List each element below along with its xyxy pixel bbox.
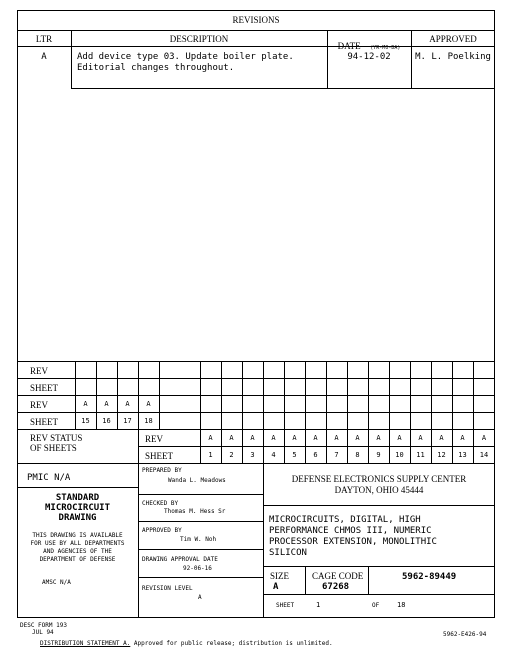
status-rev-cell: A [229,434,234,442]
prepared-label: PREPARED BY [142,467,182,474]
rule [138,549,263,550]
rule [71,88,495,89]
standard-drawing-title [17,493,138,523]
status-rev-cell: A [313,434,318,442]
sheet-label: SHEET [276,602,295,609]
agency-name [263,474,495,496]
grid-rev-cell: A [146,400,151,408]
rule [431,361,432,463]
status-rev-cell: A [481,434,487,442]
distribution-label: DISTRIBUTION STATEMENT A. [40,640,131,647]
approval-date: 92-06-16 [183,565,212,572]
status-sheet-cell: 13 [458,451,467,459]
rule [347,361,348,463]
rule [326,361,327,463]
rule [410,361,411,463]
rev-description-line: Add device type 03. Update boiler plate. [77,52,294,62]
revision-level-label: REVISION LEVEL [142,585,193,592]
rule [17,429,495,430]
grid-sheet-label: SHEET [30,417,58,427]
availability-line: AND AGENCIES OF THE [43,548,112,555]
rule [452,361,453,463]
grid-rev-label: REV [30,400,48,410]
availability-line: THIS DRAWING IS AVAILABLE [32,532,123,539]
grid-sheet-cell: 15 [81,417,90,425]
approved-label: APPROVED BY [142,527,182,534]
status-rev-cell: A [418,434,423,442]
rule [200,361,201,463]
status-rev-cell: A [292,434,297,442]
availability-line: DEPARTMENT OF DEFENSE [39,556,116,563]
rule [305,361,306,463]
status-rev-cell: A [460,434,465,442]
grid-sheet-cell: 16 [102,417,111,425]
rule [138,463,139,618]
form-code: 5962-E426-94 [443,631,487,638]
status-sheet-label: SHEET [145,451,173,461]
header-approved: APPROVED [429,34,477,44]
rule [17,361,495,362]
rule [17,30,495,31]
status-sheet-cell: 4 [271,451,276,459]
grid-sheet-cell: 17 [123,417,132,425]
drawing-title-line: SILICON [269,548,307,558]
rule [138,494,263,495]
of-label: OF [372,602,380,609]
availability-note [17,532,138,564]
amsc: AMSC N/A [42,579,71,586]
sheet-value: 1 [316,601,321,609]
status-sheet-cell: 8 [355,451,360,459]
document-number: 5962-89449 [402,572,457,582]
checked-label: CHECKED BY [142,500,179,507]
prepared-by: Wanda L. Meadows [168,477,226,484]
status-sheet-cell: 7 [334,451,339,459]
rule [138,577,263,578]
agency-line: DEFENSE ELECTRONICS SUPPLY CENTER [291,474,467,484]
cage-value: 67268 [322,582,350,592]
status-sheet-cell: 9 [376,451,381,459]
rev-date: 94-12-02 [347,52,391,62]
grid-sheet-cell: 18 [144,417,153,425]
status-rev-label: REV [145,434,163,444]
grid-rev-cell: A [104,400,109,408]
status-sheet-cell: 6 [313,451,318,459]
rev-status-line: REV STATUS [30,433,83,443]
drawing-title-line: PROCESSOR EXTENSION, MONOLITHIC [269,537,437,547]
status-rev-cell: A [397,434,402,442]
standard-line: MICROCIRCUIT [44,503,111,513]
rule [368,566,369,594]
pmic: PMIC N/A [27,473,71,483]
standard-line: STANDARD [55,493,100,503]
rev-description-line: Editorial changes throughout. [77,63,235,73]
rule [242,361,243,463]
rev-status-line: OF SHEETS [30,443,77,453]
rev-description [77,52,327,74]
status-rev-cell: A [376,434,381,442]
size-label: SIZE [270,571,289,581]
drawing-title [269,515,437,559]
rule [138,361,139,463]
header-date [327,34,411,53]
header-date-format: (YR-MO-DA) [370,45,401,51]
form-id [20,622,67,636]
rule [17,378,495,379]
rev-approved: M. L. Poelking [415,52,491,62]
rule [17,395,495,396]
rule [368,361,369,463]
rule [138,446,495,447]
header-date-label: DATE [337,41,361,51]
distribution-statement [40,640,333,647]
rule [389,361,390,463]
status-rev-cell: A [208,434,213,442]
grid-rev-cell: A [125,400,130,408]
rule [17,463,495,464]
status-rev-cell: A [334,434,339,442]
availability-line: FOR USE BY ALL DEPARTMENTS [30,540,125,547]
status-sheet-cell: 1 [208,451,213,459]
rule [263,566,495,567]
rule [138,521,263,522]
status-sheet-cell: 11 [416,451,425,459]
rule [263,594,495,595]
grid-rev-label: REV [30,366,48,376]
form-line: JUL 94 [32,629,54,636]
grid-rev-cell: A [83,400,88,408]
status-rev-cell: A [355,434,360,442]
status-sheet-cell: 2 [229,451,234,459]
rule [17,46,495,47]
rule [17,487,138,488]
status-rev-cell: A [439,434,444,442]
approval-date-label: DRAWING APPROVAL DATE [142,556,218,563]
status-sheet-cell: 12 [437,451,446,459]
revisions-title: REVISIONS [232,15,280,25]
rule [263,505,495,506]
status-sheet-cell: 10 [395,451,404,459]
drawing-title-line: MICROCIRCUITS, DIGITAL, HIGH [269,515,421,525]
rule [284,361,285,463]
rule [17,412,495,413]
status-sheet-cell: 5 [292,451,297,459]
cage-label: CAGE CODE [312,571,364,581]
rule [263,361,264,463]
status-rev-cell: A [250,434,255,442]
rule [221,361,222,463]
approved-by: Tim W. Noh [180,536,217,543]
rule [159,361,160,429]
status-rev-cell: A [271,434,276,442]
header-description: DESCRIPTION [169,34,229,44]
rule [305,566,306,594]
status-sheet-cell: 14 [479,451,489,459]
size-value: A [273,582,279,592]
grid-sheet-label: SHEET [30,383,58,393]
agency-line: DAYTON, OHIO 45444 [334,485,424,495]
rev-ltr: A [41,52,47,62]
status-sheet-cell: 3 [250,451,255,459]
distribution-text: Approved for public release; distribution is unlimited. [130,640,333,647]
rev-status-label [30,433,82,453]
drawing-title-line: PERFORMANCE CHMOS III, NUMERIC [269,526,432,536]
of-value: 18 [397,601,406,609]
rule [473,361,474,463]
checked-by: Thomas M. Hess Sr [164,508,226,515]
form-line: DESC FORM 193 [20,622,67,629]
header-ltr: LTR [35,34,53,44]
standard-line: DRAWING [58,513,97,523]
revision-level: A [198,594,202,601]
